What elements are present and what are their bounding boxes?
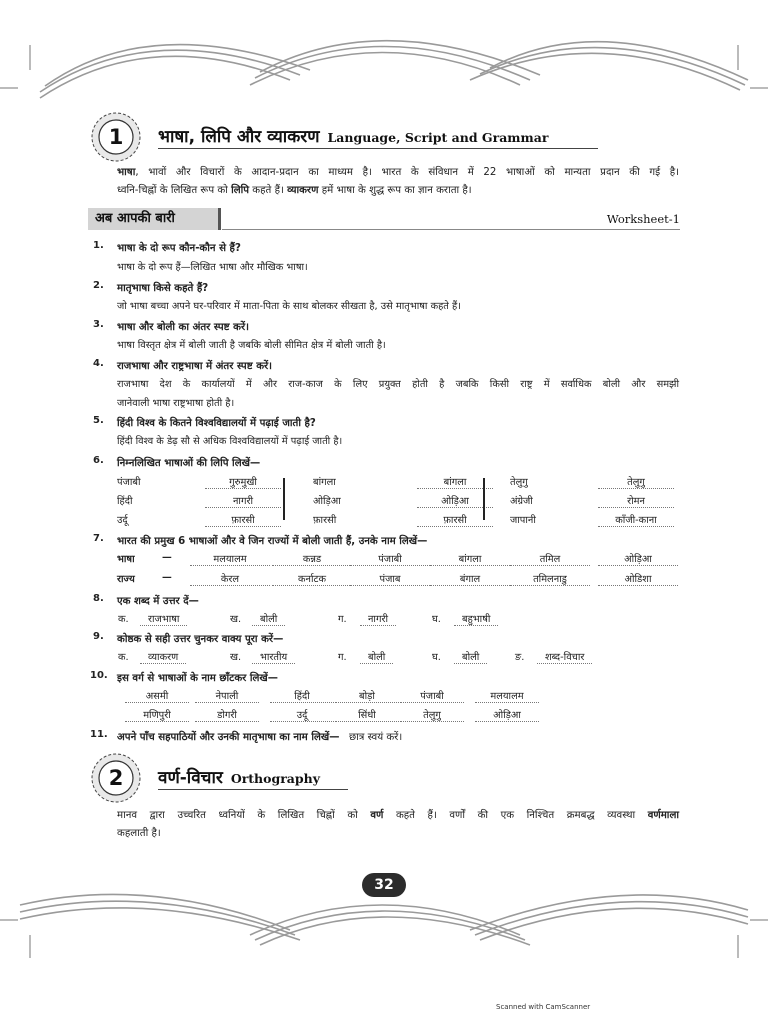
q10-row1-0: असमी xyxy=(125,689,189,703)
q6-language-1-2: ओड़िआ xyxy=(313,496,341,507)
q6-number: 6. xyxy=(93,455,104,466)
q8-option-answer-3: बहुभाषी xyxy=(454,612,498,626)
ch2-l1-run-0: मानव द्वारा उच्चरित ध्वनियों के लिखित चिह्नों को xyxy=(117,810,371,821)
q8-number: 8. xyxy=(93,593,104,604)
q6-script-0-5: तेलुगु xyxy=(598,475,674,489)
q7-language-label: भाषा xyxy=(117,554,135,565)
q11-answer: छात्र स्वयं करें। xyxy=(348,732,403,743)
q8-option-key-3: घ. xyxy=(432,614,441,625)
q8-option-answer-2: नागरी xyxy=(360,612,396,626)
q4-question: राजभाषा और राष्ट्रभाषा में अंतर स्पष्ट करें। xyxy=(117,361,273,372)
q6-script-1-3: ओड़िआ xyxy=(417,494,493,508)
your-turn-label: अब आपकी बारी xyxy=(95,211,175,226)
q11-question xyxy=(117,729,402,743)
chapter-1-title-hi: भाषा, लिपि और व्याकरण xyxy=(158,127,320,147)
q7-language-5: ओड़िआ xyxy=(598,552,678,566)
q8-question: एक शब्द में उत्तर दें— xyxy=(117,596,199,607)
q10-row2-0: मणिपुरी xyxy=(125,708,189,722)
chapter-1-intro xyxy=(117,164,679,200)
top-wave-decoration xyxy=(0,30,768,100)
q10-question: इस वर्ग से भाषाओं के नाम छाँटकर लिखें— xyxy=(117,673,278,684)
q10-row2-5: ओड़िआ xyxy=(475,708,539,722)
q9-option-answer-0: व्याकरण xyxy=(140,650,186,664)
intro-line-2 xyxy=(117,182,679,200)
q7-state-3: बंगाल xyxy=(430,572,510,586)
ch2-l1-run-2: कहते हैं। वर्णों की एक निश्चित क्रमबद्ध व्यवस्था xyxy=(383,810,648,821)
q2-question: मातृभाषा किसे कहते हैं? xyxy=(117,283,209,294)
chapter-1-title-en: Language, Script and Grammar xyxy=(327,130,549,145)
q6-question: निम्नलिखित भाषाओं की लिपि लिखें— xyxy=(117,458,261,469)
camscanner-watermark: Scanned with CamScanner xyxy=(496,1003,591,1011)
ch1-l2-run-4: हमें भाषा के शुद्ध रूप का ज्ञान कराता है। xyxy=(318,185,472,196)
q10-row2-2: उर्दू xyxy=(270,708,334,722)
q10-row2-3: सिंधी xyxy=(335,708,399,722)
q6-language-0-0: पंजाबी xyxy=(117,477,141,488)
q7-state-0: केरल xyxy=(190,572,270,586)
q4-number: 4. xyxy=(93,358,104,369)
q7-state-4: तमिलनाडु xyxy=(510,572,590,586)
ch1-l2-run-2: कहते हैं। xyxy=(249,185,288,196)
q10-row2-1: डोगरी xyxy=(195,708,259,722)
q7-question: भारत की प्रमुख 6 भाषाओं और वे जिन राज्यों में बोली जाती हैं, उनके नाम लिखें— xyxy=(117,536,428,547)
ch2-line-1 xyxy=(117,807,679,825)
chapter-2-number: 2 xyxy=(108,766,124,790)
ch2-line-2 xyxy=(117,825,679,843)
q11-number: 11. xyxy=(90,729,108,740)
q9-question: कोष्ठक से सही उत्तर चुनकर वाक्य पूरा करें— xyxy=(117,634,284,645)
q7-language-4: तमिल xyxy=(510,552,590,566)
page-number: 32 xyxy=(362,873,406,897)
q6-language-0-2: बांगला xyxy=(313,477,336,488)
q9-option-answer-3: बोली xyxy=(454,650,487,664)
q8-option-answer-1: बोली xyxy=(252,612,285,626)
q6-script-0-3: बांगला xyxy=(417,475,493,489)
chapter-2-title xyxy=(158,765,320,788)
q5-answer: हिंदी विश्व के डेढ़ सौ से अधिक विश्वविद्यालयों में पढ़ाई जाती है। xyxy=(117,436,343,447)
chapter-1-underline xyxy=(158,148,598,149)
chapter-2-intro xyxy=(117,807,679,843)
ch2-l1-run-3: वर्णमाला xyxy=(647,810,679,821)
worksheet-label: Worksheet-1 xyxy=(606,212,680,226)
your-turn-rule xyxy=(222,229,680,230)
q10-number: 10. xyxy=(90,670,108,681)
q6-script-0-1: गुरुमुखी xyxy=(205,475,281,489)
q1-number: 1. xyxy=(93,240,104,251)
q6-divider-2 xyxy=(483,478,485,520)
q10-row1-1: नेपाली xyxy=(195,689,259,703)
q5-question: हिंदी विश्व के कितने विश्वविद्यालयों में पढ़ाई जाती है? xyxy=(117,418,316,429)
q1-answer: भाषा के दो रूप हैं—लिखित भाषा और मौखिक भाषा। xyxy=(117,262,308,273)
q3-number: 3. xyxy=(93,319,104,330)
q6-language-2-2: फ़ारसी xyxy=(313,515,337,526)
q2-number: 2. xyxy=(93,280,104,291)
q6-script-2-3: फ़ारसी xyxy=(417,513,493,527)
q6-language-1-0: हिंदी xyxy=(117,496,133,507)
ch2-l2-run-0: कहलाती है। xyxy=(117,828,161,839)
q8-option-answer-0: राजभाषा xyxy=(140,612,187,626)
q4-answer-line-1: राजभाषा देश के कार्यालयों में और राज-काज के लिए प्रयुक्त होती है जबकि किसी राष्ट्र में सर्वाधिक बोली और समझी xyxy=(117,379,679,390)
q9-option-key-3: घ. xyxy=(432,652,441,663)
bottom-wave-decoration xyxy=(0,880,768,960)
q7-language-0: मलयालम xyxy=(190,552,270,566)
q8-option-key-1: ख. xyxy=(230,614,242,625)
q10-row2-4: तेलुगु xyxy=(400,708,464,722)
q1-question: भाषा के दो रूप कौन-कौन से हैं? xyxy=(117,243,241,254)
q9-number: 9. xyxy=(93,631,104,642)
your-turn-banner xyxy=(88,208,221,230)
q8-option-key-0: क. xyxy=(118,614,129,625)
q7-number: 7. xyxy=(93,533,104,544)
intro-line-1 xyxy=(117,164,679,182)
q6-divider-1 xyxy=(283,478,285,520)
q10-row1-5: मलयालम xyxy=(475,689,539,703)
q5-number: 5. xyxy=(93,415,104,426)
q9-option-answer-1: भारतीय xyxy=(252,650,295,664)
q10-row1-3: बोड़ो xyxy=(335,689,399,703)
q9-option-answer-2: बोली xyxy=(360,650,393,664)
q9-option-key-1: ख. xyxy=(230,652,242,663)
q7-language-3: बांगला xyxy=(430,552,510,566)
ch1-l2-run-3: व्याकरण xyxy=(287,185,319,196)
q7-state-5: ओडिशा xyxy=(598,572,678,586)
q6-language-0-4: तेलुगु xyxy=(510,477,528,488)
q7-state-label: राज्य xyxy=(117,574,135,585)
q7-state-2: पंजाब xyxy=(350,572,430,586)
q7-language-1: कन्नड xyxy=(272,552,352,566)
q10-row1-2: हिंदी xyxy=(270,689,334,703)
q9-option-key-4: ङ. xyxy=(515,652,525,663)
q3-answer: भाषा विस्तृत क्षेत्र में बोली जाती है जबकि बोली सीमित क्षेत्र में बोली जाती है। xyxy=(117,340,386,351)
q4-answer xyxy=(117,375,679,413)
ch1-l1-run-1: , भावों और विचारों के आदान-प्रदान का माध्यम है। भारत के संविधान में 22 भाषाओं को मान्यता प्रदान की गई है। xyxy=(135,167,679,178)
q6-language-1-4: अंग्रेजी xyxy=(510,496,533,507)
q6-language-2-4: जापानी xyxy=(510,515,536,526)
q4-answer-line-2: जानेवाली भाषा राष्ट्रभाषा होती है। xyxy=(117,398,235,409)
q6-script-2-5: काँजी-काना xyxy=(598,513,674,527)
chapter-2-underline xyxy=(158,789,348,790)
q6-script-1-5: रोमन xyxy=(598,494,674,508)
q7-language-dash: — xyxy=(162,552,172,563)
chapter-2-title-hi: वर्ण-विचार xyxy=(158,768,223,788)
q9-option-key-0: क. xyxy=(118,652,129,663)
q7-state-1: कर्नाटक xyxy=(272,572,352,586)
q3-question: भाषा और बोली का अंतर स्पष्ट करें। xyxy=(117,322,249,333)
q7-state-dash: — xyxy=(162,572,172,583)
ch1-l2-run-0: ध्वनि-चिह्नों के लिखित रूप को xyxy=(117,185,232,196)
q6-language-2-0: उर्दू xyxy=(117,515,128,526)
ch2-l1-run-1: वर्ण xyxy=(370,810,384,821)
q7-language-2: पंजाबी xyxy=(350,552,430,566)
q9-option-key-2: ग. xyxy=(338,652,347,663)
chapter-1-number: 1 xyxy=(108,125,124,149)
q9-option-answer-4: शब्द-विचार xyxy=(537,650,592,664)
q6-script-1-1: नागरी xyxy=(205,494,281,508)
chapter-1-title xyxy=(158,124,548,147)
q6-script-2-1: फ़ारसी xyxy=(205,513,281,527)
ch1-l2-run-1: लिपि xyxy=(231,185,250,196)
chapter-2-title-en: Orthography xyxy=(230,771,321,786)
ch1-l1-run-0: भाषा xyxy=(117,167,136,178)
q8-option-key-2: ग. xyxy=(338,614,347,625)
q10-row1-4: पंजाबी xyxy=(400,689,464,703)
q2-answer: जो भाषा बच्चा अपने घर-परिवार में माता-पिता के साथ बोलकर सीखता है, उसे मातृभाषा कहते हैं। xyxy=(117,301,461,312)
q11-question-text: अपने पाँच सहपाठियों और उनकी मातृभाषा का नाम लिखें— xyxy=(117,732,340,743)
